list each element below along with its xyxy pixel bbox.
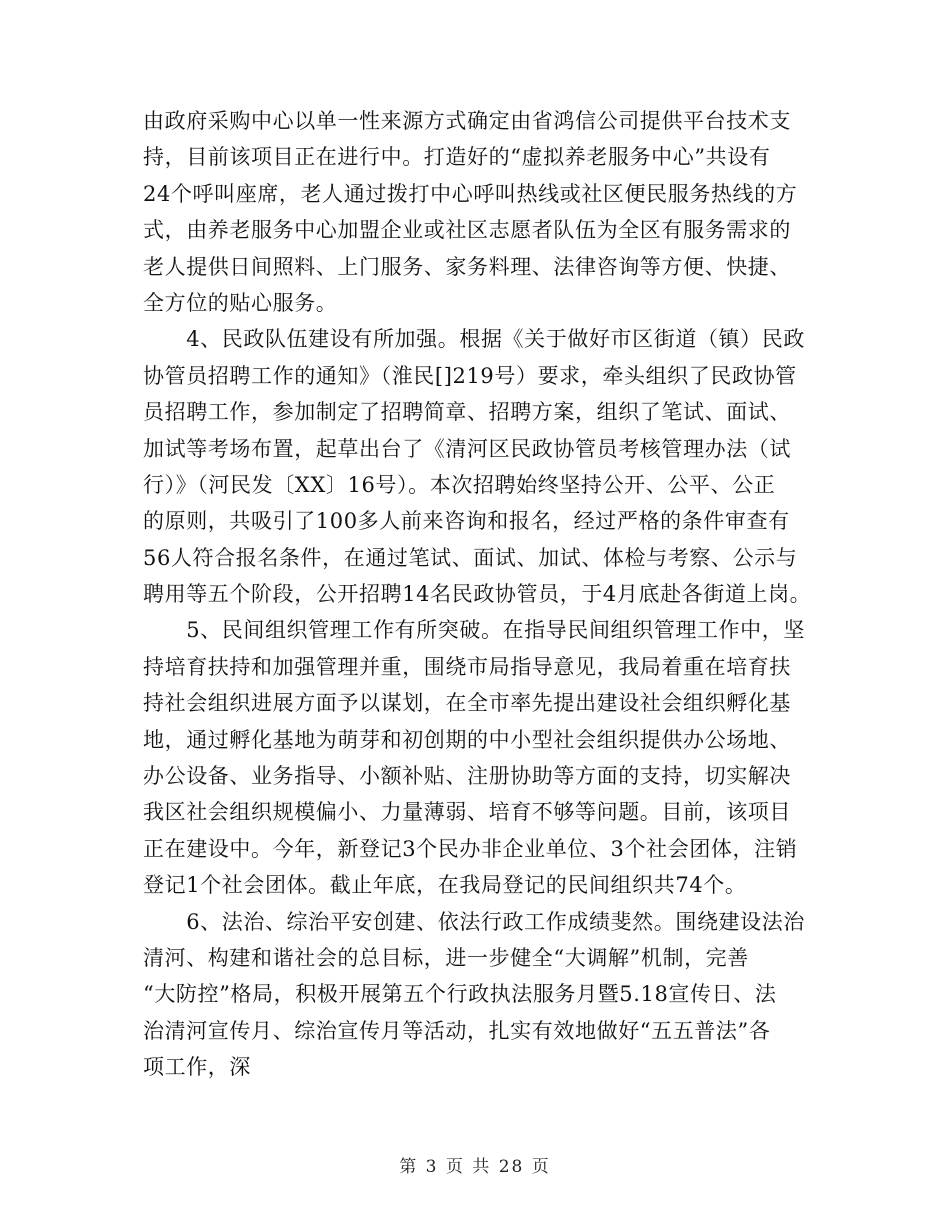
text-line: 员招聘工作，参加制定了招聘简章、招聘方案，组织了笔试、面试、 <box>143 400 791 425</box>
text-line: 6、法治、综治平安创建、依法行政工作成绩斐然。围绕建设法治 <box>143 909 805 934</box>
text-line: 治清河宣传月、综治宣传月等活动，扎实有效地做好“五五普法”各 <box>143 1018 771 1043</box>
text-line: “大防控”格局，积极开展第五个行政执法服务月暨5.18宣传日、法 <box>143 982 777 1007</box>
text-line: 全方位的贴心服务。 <box>143 290 338 315</box>
text-line: 4、民政队伍建设有所加强。根据《关于做好市区街道（镇）民政 <box>143 327 805 352</box>
text-line: 协管员招聘工作的通知》（淮民[]219号）要求，牵头组织了民政协管 <box>143 363 797 388</box>
text-line: 持培育扶持和加强管理并重，围绕市局指导意见，我局着重在培育扶 <box>143 654 791 679</box>
text-line: 登记1个社会团体。截止年底，在我局登记的民间组织共74个。 <box>143 873 747 898</box>
text-line: 项工作，深 <box>143 1055 251 1080</box>
text-line: 5、民间组织管理工作有所突破。在指导民间组织管理工作中，坚 <box>143 618 805 643</box>
text-line: 式，由养老服务中心加盟企业或社区志愿者队伍为全区有服务需求的 <box>143 218 791 243</box>
text-line: 地，通过孵化基地为萌芽和初创期的中小型社会组织提供办公场地、 <box>143 727 791 752</box>
text-line: 老人提供日间照料、上门服务、家务料理、法律咨询等方便、快捷、 <box>143 254 791 279</box>
text-line: 聘用等五个阶段，公开招聘14名民政协管员，于4月底赴各街道上岗。 <box>143 582 812 607</box>
text-line: 办公设备、业务指导、小额补贴、注册协助等方面的支持，切实解决 <box>143 764 791 789</box>
text-line: 56人符合报名条件，在通过笔试、面试、加试、体检与考察、公示与 <box>143 545 798 570</box>
text-line: 24个呼叫座席，老人通过拨打中心呼叫热线或社区便民服务热线的方 <box>143 181 798 206</box>
text-line: 清河、构建和谐社会的总目标，进一步健全“大调解”机制，完善 <box>143 945 749 970</box>
text-line: 持社会组织进展方面予以谋划，在全市率先提出建设社会组织孵化基 <box>143 691 791 716</box>
text-line: 行）》（河民发〔XX〕16号）。本次招聘始终坚持公开、公平、公正 <box>143 472 776 497</box>
text-line: 由政府采购中心以单一性来源方式确定由省鸿信公司提供平台技术支 <box>143 109 791 133</box>
text-line: 加试等考场布置，起草出台了《清河区民政协管员考核管理办法（试 <box>143 436 791 461</box>
page-number: 第 3 页 共 28 页 <box>399 1157 551 1177</box>
document-body <box>143 103 812 1086</box>
text-line: 的原则，共吸引了100多人前来咨询和报名，经过严格的条件审查有 <box>143 509 790 534</box>
text-line: 正在建设中。今年，新登记3个民办非企业单位、3个社会团体，注销 <box>143 836 798 861</box>
text-line: 持，目前该项目正在进行中。打造好的“虚拟养老服务中心”共设有 <box>143 145 771 170</box>
text-line: 我区社会组织规模偏小、力量薄弱、培育不够等问题。目前，该项目 <box>143 800 791 825</box>
